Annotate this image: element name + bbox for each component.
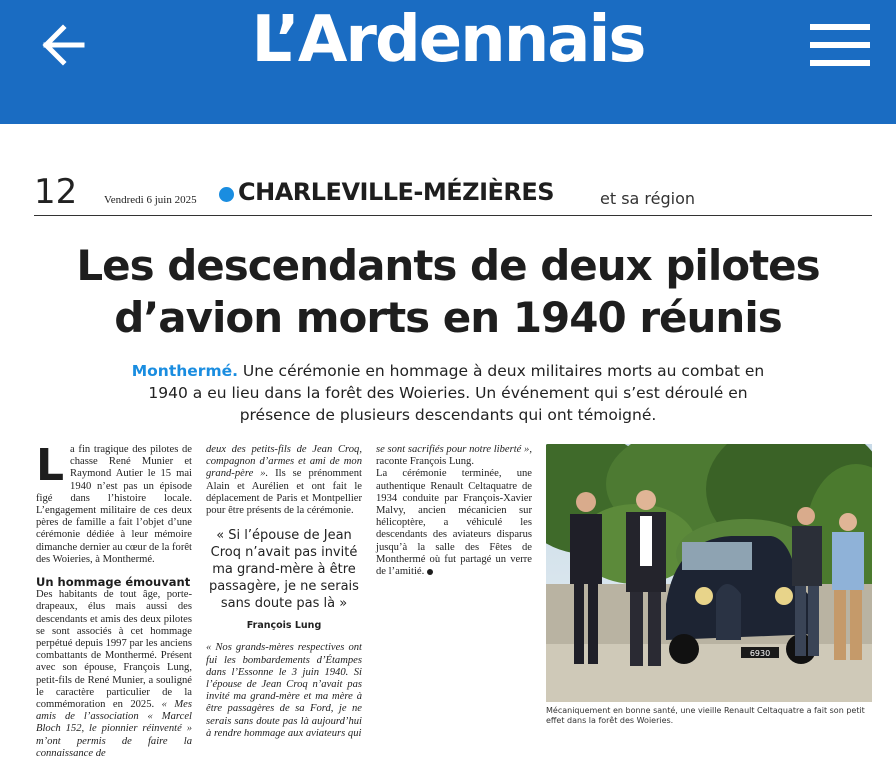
- pull-quote: « Si l’épouse de Jean Croq n’avait pas invité ma grand-mère à être passagère, je ne serais sans doute pas là »: [209, 528, 359, 612]
- article-lead: [120, 360, 776, 426]
- paragraph-text: raconte François Lung.: [376, 456, 474, 468]
- menu-button[interactable]: [808, 22, 872, 70]
- pull-quote-author: François Lung: [246, 620, 322, 632]
- paragraph: [376, 444, 532, 468]
- subheading: Un hommage émouvant: [36, 575, 191, 590]
- quote-text: se sont sacrifiés pour notre liberté »,: [376, 444, 532, 455]
- license-plate: 6930: [749, 649, 771, 658]
- paragraph: [206, 642, 362, 740]
- article-column-2: [206, 444, 362, 740]
- drop-cap: L: [36, 440, 65, 491]
- hamburger-menu-icon: [808, 22, 872, 70]
- photo-caption: Mécaniquement en bonne santé, une vieille Renault Celtaquatre a fait son petit effet dans la forêt des Woieries.: [546, 706, 865, 725]
- paragraph-text: Des habitants de tout âge, porte-drapeaux, élus mais aussi des descendants et amis des deux pilotes se sont associés à cet hommage perpétué depuis 1997 par les anciens combattants de Monthermé. Présent avec son épouse, François Lung, petit-fils de René Munier, a souligné le caractère particulier de la commémoration en 2025.: [36, 589, 192, 711]
- headline-line-1: Les descendants de deux pilotes: [76, 241, 820, 290]
- end-mark-icon: [427, 569, 433, 575]
- app-header: [0, 0, 896, 124]
- section-title: CHARLEVILLE-MÉZIÈRES: [238, 178, 555, 206]
- paragraph-text: Ils se prénomment Alain et Aurélien et ont fait le déplacement de Paris et Montpellier pour être présents de la cérémonie.: [206, 468, 362, 517]
- section-bullet-icon: [219, 187, 234, 202]
- newspaper-logo[interactable]: L’Ardennais: [251, 3, 645, 77]
- paragraph-text: a fin tragique des pilotes de chasse René Munier et Raymond Autier le 15 mai 1940 n’est pas un épisode figé dans l’histoire locale. L’engagement militaire de ces deux pères de famille a fait l’objet d’une cérémonie dédiée à leur mémoire dimanche dernier au cœur de la forêt des Woieries, à Monthermé.: [36, 444, 192, 565]
- article-column-1: [36, 440, 192, 760]
- quote-text: deux des petits-fils de Jean Croq, compagnon d’armes et ami de mon grand-père ».: [206, 444, 362, 480]
- paragraph: [376, 468, 532, 578]
- headline-line-2: d’avion morts en 1940 réunis: [114, 293, 782, 342]
- paragraph: [36, 440, 192, 566]
- photo-illustration: [546, 444, 872, 702]
- page-number: 12: [34, 172, 78, 212]
- paragraph: [36, 589, 192, 760]
- article-headline: [20, 240, 876, 344]
- page-date: Vendredi 6 juin 2025: [104, 194, 197, 206]
- quote-text: « Nos grands-mères respectives ont fui les bombardements d’Étampes dans l’Essonne le 3 juin 1940. Si l’épouse de Jean Croq n’avait pas invité ma grand-mère et ma mère à être passagères de sa Ford, je ne serais sans doute pas là aujourd’hui à rendre hommage aux aviateurs qui: [206, 642, 362, 739]
- article-photo[interactable]: [546, 444, 872, 702]
- header-divider: [34, 215, 872, 216]
- lead-place: Monthermé.: [131, 362, 238, 380]
- quote-text: « Mes amis de l’association « Marcel Bloch 152, le pionnier réinventé » m’ont permis de faire la connaissance de: [36, 699, 192, 759]
- section-subtitle: et sa région: [600, 189, 696, 208]
- paragraph: [206, 444, 362, 517]
- lead-text: Une cérémonie en hommage à deux militaires morts au combat en 1940 a eu lieu dans la forêt des Woieries. Un événement qui s’est déroulé en présence de plusieurs descendants qui ont témoigné.: [148, 362, 765, 424]
- article-column-3: [376, 444, 532, 578]
- paragraph-text: La cérémonie terminée, une authentique Renault Celtaquatre de 1934 conduite par François-Xavier Malvy, ancien mécanicien sur hélicoptère, a véhiculé les descendants des aviateurs disparus jusqu’à la salle des Fêtes de Monthermé où fut partagé un verre de l’amitié.: [376, 468, 532, 578]
